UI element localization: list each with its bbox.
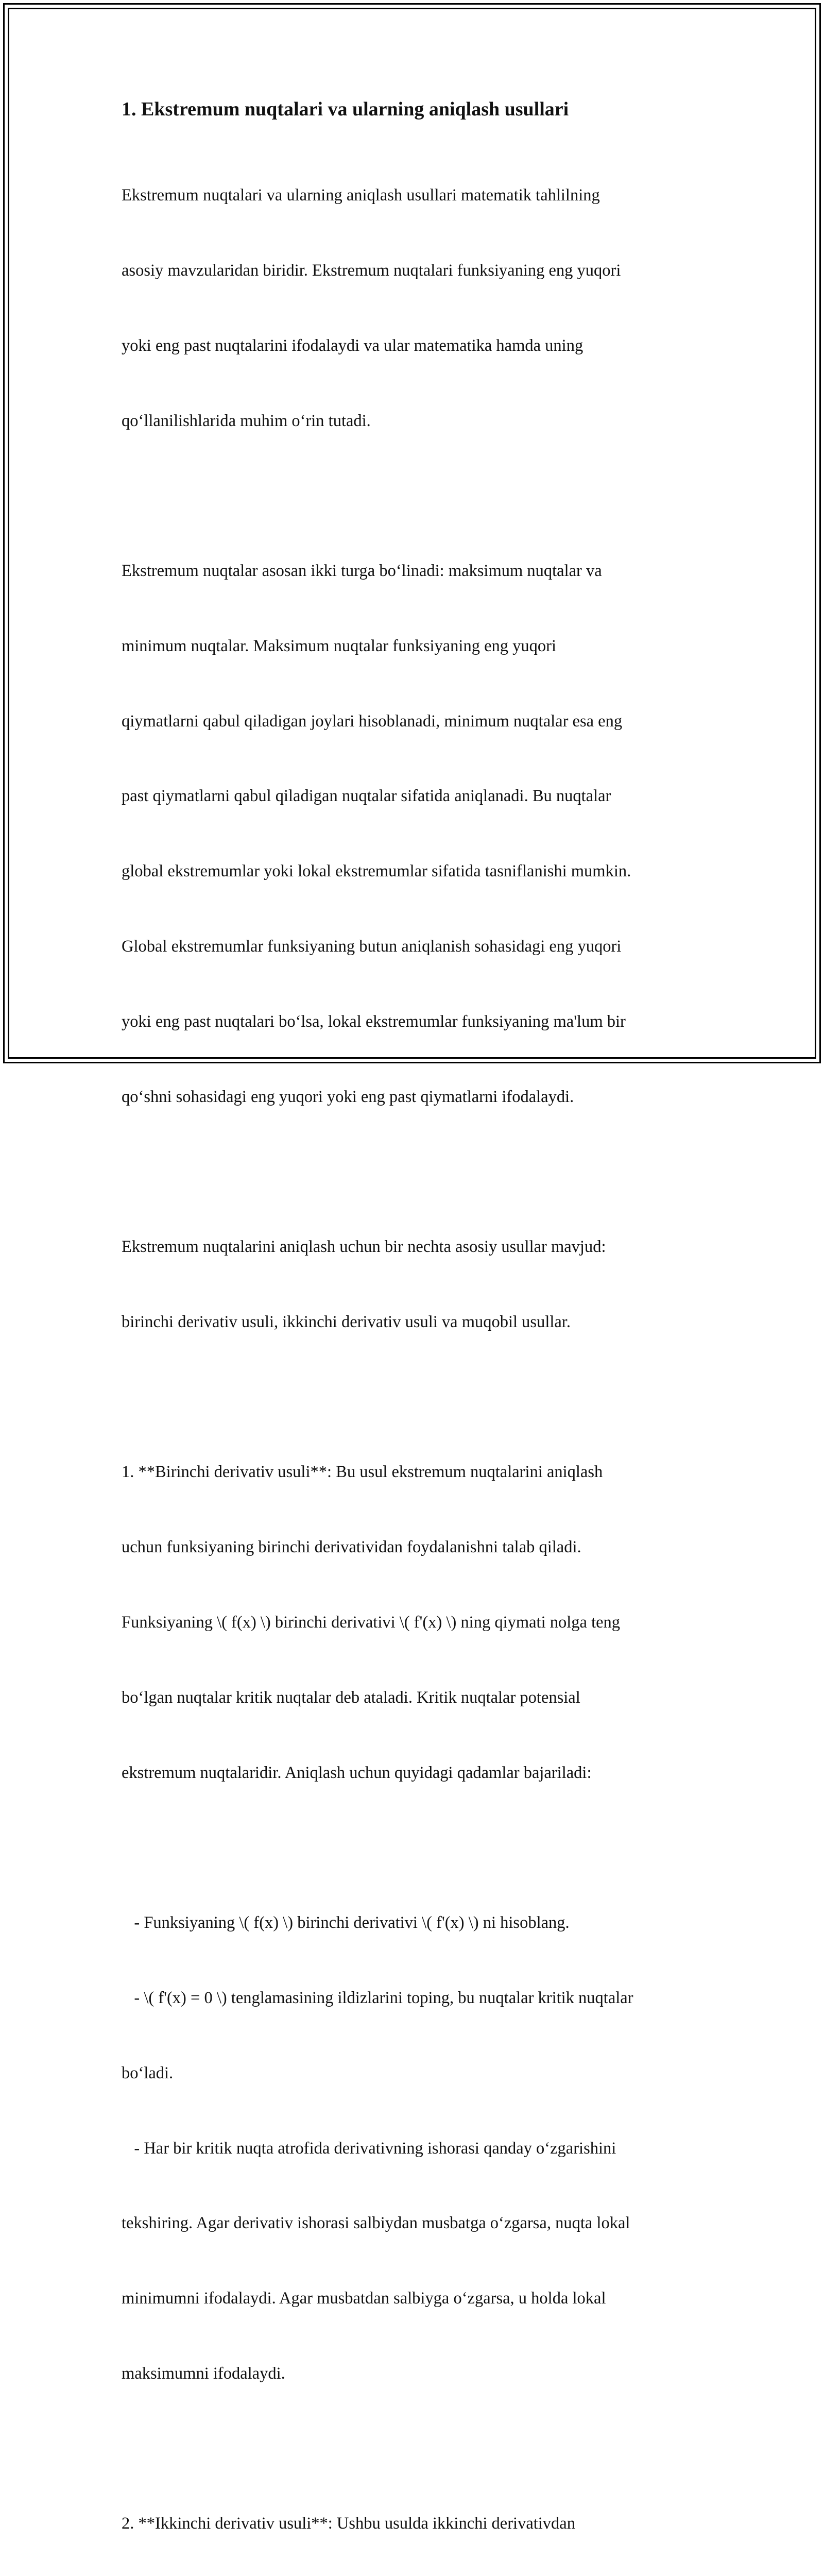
text-line: bo‘lgan nuqtalar kritik nuqtalar deb ataladi. Kritik nuqtalar potensial (122, 1688, 580, 1707)
section-heading: 1. Ekstremum nuqtalari va ularning aniqlash usullari (122, 98, 569, 120)
text-line: birinchi derivativ usuli, ikkinchi derivativ usuli va muqobil usullar. (122, 1312, 571, 1331)
paragraph-second-derivative (122, 2461, 707, 2576)
text-line: global ekstremumlar yoki lokal ekstremumlar sifatida tasniflanishi mumkin. (122, 862, 631, 881)
text-line: 1. **Birinchi derivativ usuli**: Bu usul ekstremum nuqtalarini aniqlash (122, 1463, 603, 1482)
text-line: - Har bir kritik nuqta atrofida derivativning ishorasi qanday o‘zgarishini (122, 2139, 616, 2158)
text-line: tekshiring. Agar derivativ ishorasi salbiydan musbatga o‘zgarsa, nuqta lokal (122, 2214, 630, 2233)
text-line: Ekstremum nuqtalari va ularning aniqlash usullari matematik tahlilning (122, 186, 600, 205)
text-line: Ekstremum nuqtalarini aniqlash uchun bir nechta asosiy usullar mavjud: (122, 1238, 606, 1257)
text-line: 2. **Ikkinchi derivativ usuli**: Ushbu usulda ikkinchi derivativdan (122, 2514, 575, 2533)
text-line: qo‘llanilishlarida muhim o‘rin tutadi. (122, 411, 371, 430)
text-line: asosiy mavzularidan biridir. Ekstremum nuqtalari funksiyaning eng yuqori (122, 261, 621, 280)
paragraph-methods (122, 1184, 707, 1385)
text-line: yoki eng past nuqtalari bo‘lsa, lokal ekstremumlar funksiyaning ma'lum bir (122, 1012, 626, 1031)
text-line: bo‘ladi. (122, 2063, 174, 2082)
text-line: maksimumni ifodalaydi. (122, 2364, 285, 2383)
text-line: Global ekstremumlar funksiyaning butun aniqlanish sohasidagi eng yuqori (122, 937, 622, 956)
text-line: Ekstremum nuqtalar asosan ikki turga bo‘linadi: maksimum nuqtalar va (122, 562, 602, 581)
text-line: minimum nuqtalar. Maksimum nuqtalar funksiyaning eng yuqori (122, 636, 556, 655)
paragraph-types (122, 509, 707, 1159)
text-line: past qiymatlarni qabul qiladigan nuqtalar sifatida aniqlanadi. Bu nuqtalar (122, 787, 611, 806)
paragraph-steps (122, 1860, 707, 2436)
text-line: ekstremum nuqtalaridir. Aniqlash uchun quyidagi qadamlar bajariladi: (122, 1763, 592, 1782)
document-body (122, 96, 707, 2576)
text-line: - Funksiyaning \( f(x) \) birinchi derivativi \( f'(x) \) ni hisoblang. (122, 1913, 570, 1933)
text-line: uchun funksiyaning birinchi derivatividan foydalanishni talab qiladi. (122, 1538, 581, 1557)
text-line: Funksiyaning \( f(x) \) birinchi derivativi \( f'(x) \) ning qiymati nolga teng (122, 1613, 621, 1632)
text-line: qiymatlarni qabul qiladigan joylari hisoblanadi, minimum nuqtalar esa eng (122, 711, 623, 731)
paragraph-intro (122, 133, 707, 483)
paragraph-first-derivative (122, 1410, 707, 1835)
text-line: - \( f'(x) = 0 \) tenglamasining ildizlarini toping, bu nuqtalar kritik nuqtalar (122, 1988, 633, 2007)
text-line: qo‘shni sohasidagi eng yuqori yoki eng past qiymatlarni ifodalaydi. (122, 1087, 574, 1106)
text-line: yoki eng past nuqtalarini ifodalaydi va ular matematika hamda uning (122, 336, 583, 355)
text-line: minimumni ifodalaydi. Agar musbatdan salbiyga o‘zgarsa, u holda lokal (122, 2289, 606, 2308)
